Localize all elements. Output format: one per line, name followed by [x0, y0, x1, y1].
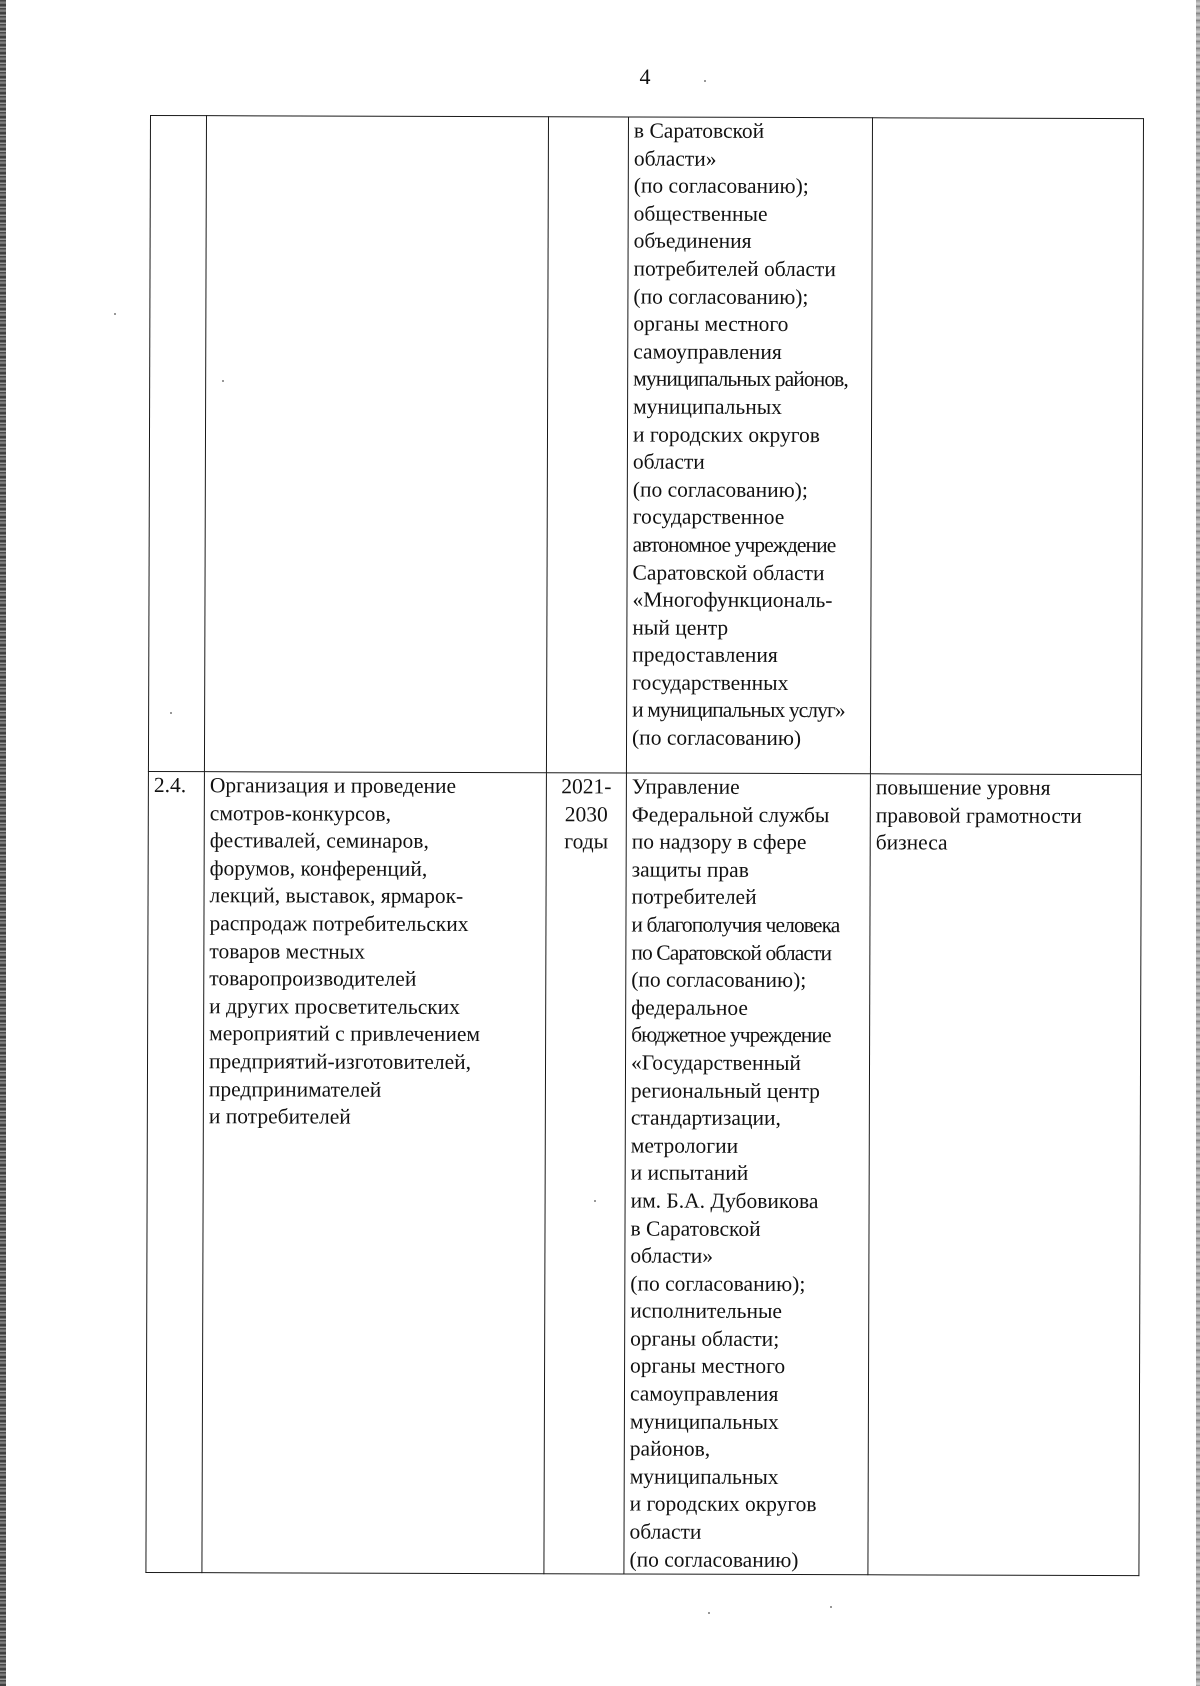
executor-line: муниципальных — [629, 1464, 779, 1489]
period-cell — [544, 773, 627, 1574]
executor-line: области» — [630, 1243, 714, 1268]
measure-name-line: лекций, выставок, ярмарок- — [209, 883, 464, 909]
executor-line: исполнительные — [630, 1298, 783, 1324]
executor-line: и благополучия человека — [631, 912, 840, 938]
period-cell — [546, 117, 628, 773]
period-line: годы — [564, 829, 609, 854]
measure-name-cell — [202, 772, 547, 1574]
table-row — [146, 771, 1142, 1575]
executor-line: потребителей — [631, 884, 757, 910]
measure-name-line: смотров-конкурсов, — [209, 800, 392, 826]
measure-name-line: Организация и проведение — [209, 773, 457, 798]
executor-line: потребителей области — [633, 256, 836, 282]
page-number: 4 — [639, 64, 651, 89]
executor-line: «Государственный — [630, 1050, 802, 1075]
result-cell — [868, 774, 1142, 1576]
executor-line: органы местного — [630, 1353, 786, 1379]
executor-line: предоставления — [632, 642, 778, 668]
executors-cell — [626, 117, 872, 774]
executor-line: федеральное — [631, 995, 748, 1020]
measure-name-line: мероприятий с привлечением — [209, 1021, 481, 1047]
executor-line: общественные — [633, 201, 768, 226]
executor-line: (по согласованию) — [632, 725, 802, 751]
executor-line: (по согласованию); — [632, 477, 808, 502]
executor-line: Саратовской области — [632, 560, 825, 585]
executor-line: Управление — [631, 774, 740, 799]
measure-name-line: товаропроизводителей — [209, 966, 417, 991]
measure-name-line: товаров местных — [209, 938, 366, 964]
item-number-cell — [146, 771, 205, 1572]
executor-line: и испытаний — [630, 1160, 749, 1186]
executor-line: районов, — [629, 1436, 711, 1462]
measures-table — [145, 115, 1144, 1576]
measure-name-cell — [204, 116, 548, 773]
executor-line: муниципальных — [629, 1409, 779, 1434]
scan-edge-right — [1196, 0, 1200, 1686]
scan-speck — [594, 1200, 596, 1202]
period-line: 2021- — [561, 774, 612, 799]
item-number-cell — [148, 116, 206, 772]
measure-name-line: предпринимателей — [208, 1076, 382, 1102]
scan-speck — [114, 313, 116, 315]
result-line: повышение уровня — [875, 775, 1051, 800]
executor-line: самоуправления — [629, 1381, 779, 1407]
executor-line: (по согласованию); — [633, 284, 809, 309]
measure-name-line: форумов, конференций, — [209, 855, 428, 881]
executor-line: ный центр — [632, 615, 729, 640]
executor-line: муниципальных — [633, 394, 782, 419]
executor-line: государственное — [632, 504, 785, 530]
executor-line: по Саратовской области — [631, 940, 832, 965]
executor-line: органы области; — [630, 1326, 780, 1351]
result-line: правовой грамотности — [875, 802, 1082, 828]
executor-line: объединения — [633, 228, 752, 254]
executor-line: и городских округов — [629, 1491, 817, 1517]
executor-line: стандартизации, — [630, 1105, 781, 1131]
measure-name-line: предприятий-изготовителей, — [208, 1049, 472, 1074]
executor-line: по надзору в сфере — [631, 829, 807, 855]
measure-name-line: и других просветительских — [209, 993, 461, 1019]
measure-name-line: фестивалей, семинаров, — [209, 828, 429, 854]
result-line: бизнеса — [875, 830, 948, 855]
executor-line: (по согласованию) — [629, 1547, 799, 1572]
period-line: 2030 — [564, 801, 608, 827]
executor-line: самоуправления — [633, 339, 782, 364]
table-row — [148, 116, 1143, 775]
scan-speck — [704, 80, 706, 82]
executor-line: в Саратовской — [633, 118, 765, 143]
scan-speck — [830, 1606, 832, 1608]
scan-speck — [708, 1612, 710, 1614]
executor-line: Федеральной службы — [631, 802, 830, 827]
executor-line: бюджетное учреждение — [631, 1022, 831, 1048]
executors-cell — [624, 773, 871, 1575]
scan-speck — [222, 380, 224, 382]
executor-line: автономное учреждение — [632, 532, 836, 558]
executor-line: и городских округов — [632, 422, 820, 447]
executor-line: региональный центр — [630, 1078, 820, 1103]
executor-line: муниципальных районов, — [633, 366, 848, 392]
executor-line: защиты прав — [631, 857, 749, 882]
scan-edge-left — [0, 0, 6, 1686]
executor-line: области» — [633, 146, 717, 171]
executor-line: им. Б.А. Дубовикова — [630, 1188, 819, 1214]
executor-line: (по согласованию); — [631, 967, 807, 993]
executor-line: «Многофункциональ- — [632, 587, 833, 613]
executor-line: области — [629, 1519, 702, 1544]
executor-line: области — [632, 449, 705, 474]
scan-speck — [170, 712, 172, 714]
executor-line: (по согласованию); — [630, 1271, 806, 1296]
item-number: 2.4. — [153, 773, 187, 798]
executor-line: государственных — [632, 670, 789, 695]
measure-name-line: и потребителей — [208, 1104, 351, 1129]
executor-line: (по согласованию); — [633, 173, 809, 199]
executor-line: органы местного — [633, 311, 789, 337]
executor-line: и муниципальных услуг» — [632, 697, 845, 723]
result-cell — [870, 118, 1143, 775]
executor-line: метрологии — [630, 1133, 739, 1158]
measure-name-line: распродаж потребительских — [209, 911, 469, 936]
executor-line: в Саратовской — [630, 1216, 761, 1241]
